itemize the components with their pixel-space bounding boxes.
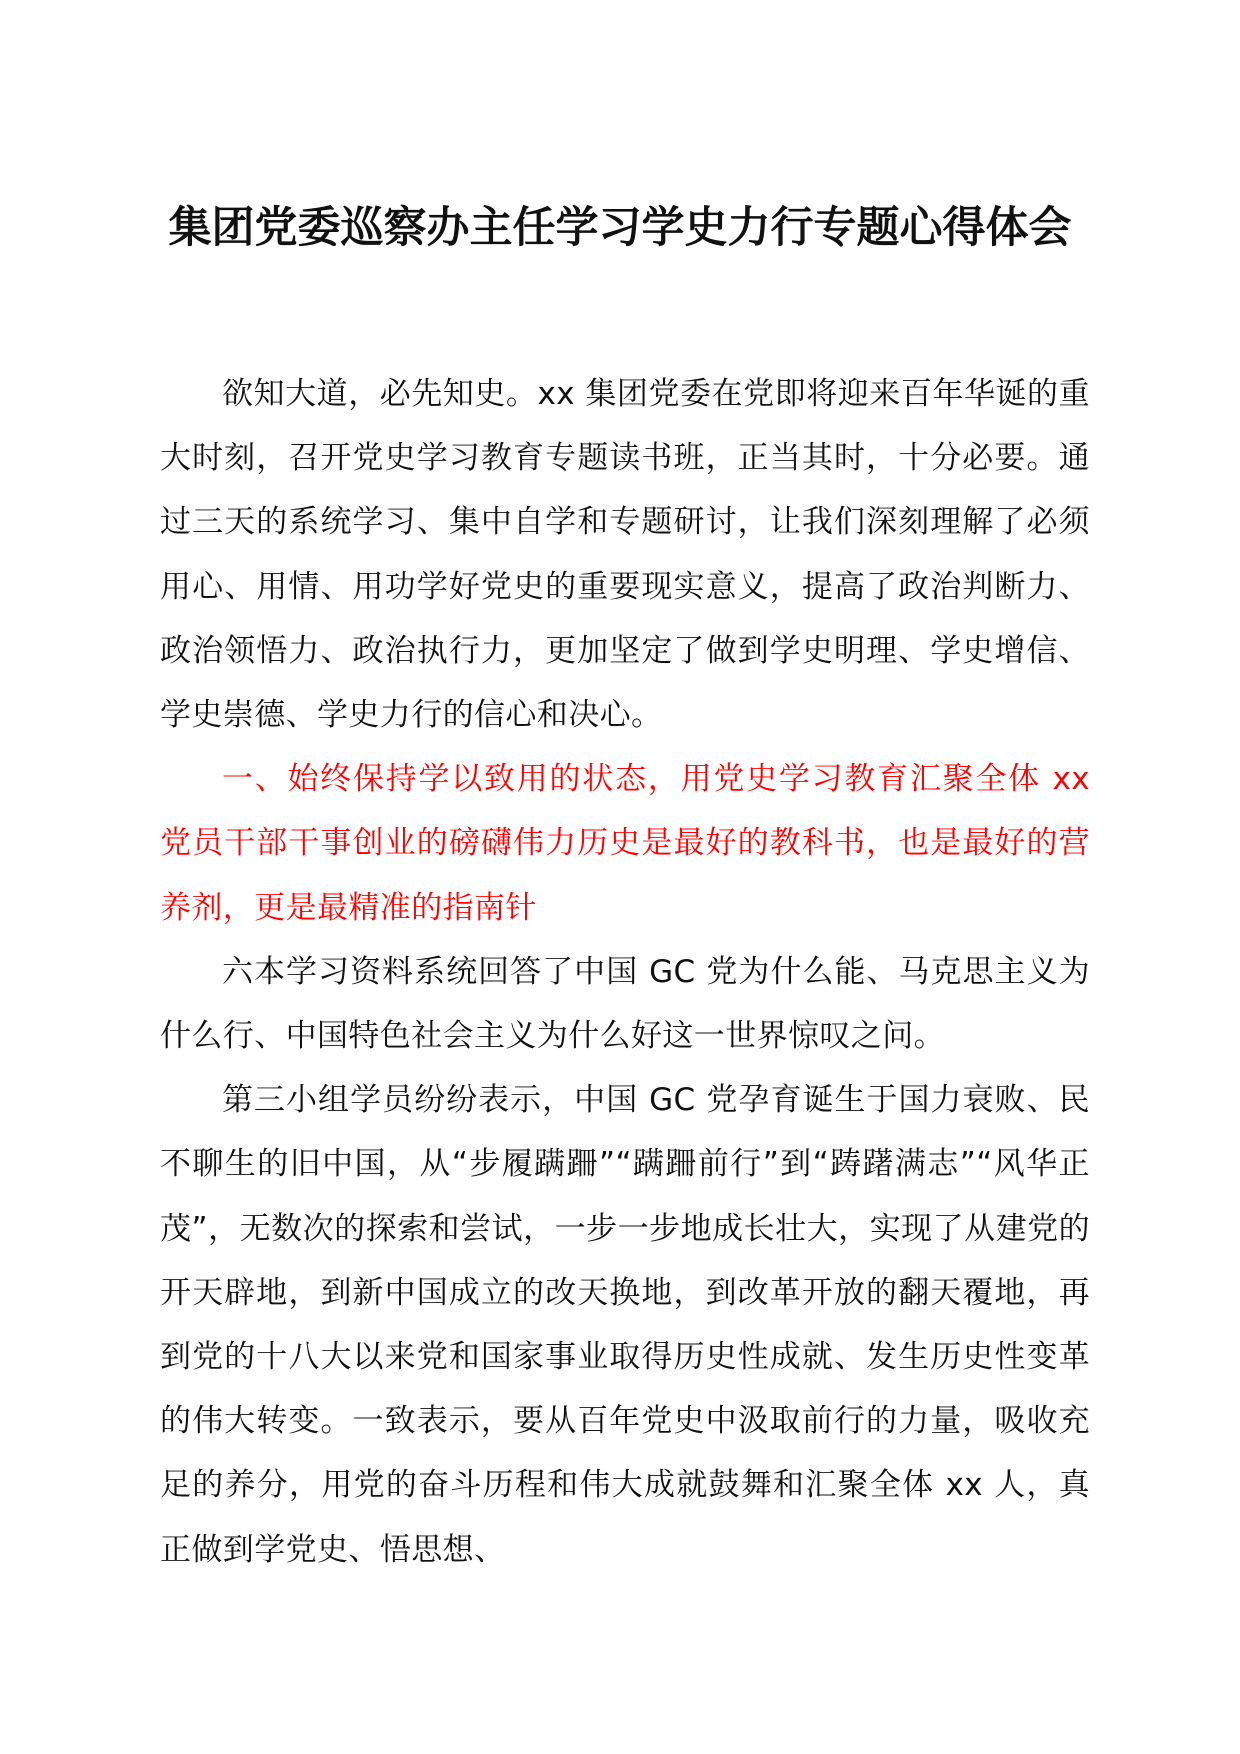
document-body [160, 362, 1090, 1582]
section-heading-1: 一、始终保持学以致用的状态，用党史学习教育汇聚全体 xx 党员干部干事创业的磅礴伟力历史是最好的教科书，也是最好的营养剂，更是最精准的指南针 [160, 761, 1090, 926]
document-title: 集团党委巡察办主任学习学史力行专题心得体会 [168, 203, 1072, 253]
paragraph-group-three: 第三小组学员纷纷表示，中国 GC 党孕育诞生于国力衰败、民不聊生的旧中国，从“步履蹒跚”“蹒跚前行”到“踌躇满志”“风华正茂”，无数次的探索和尝试，一步一步地成长壮大，实现了从建党的开天辟地，到新中国成立的改天换地，到改革开放的翻天覆地，再到党的十八大以来党和国家事业取得历史性成就、发生历史性变革的伟大转变。一致表示，要从百年党史中汲取前行的力量，吸收充足的养分，用党的奋斗历程和伟大成就鼓舞和汇聚全体 xx 人，真正做到学党史、悟思想、 [160, 1082, 1090, 1568]
paragraph-intro: 欲知大道，必先知史。xx 集团党委在党即将迎来百年华诞的重大时刻，召开党史学习教育专题读书班，正当其时，十分必要。通过三天的系统学习、集中自学和专题研讨，让我们深刻理解了必须用心、用情、用功学好党史的重要现实意义，提高了政治判断力、政治领悟力、政治执行力，更加坚定了做到学史明理、学史增信、学史崇德、学史力行的信心和决心。 [160, 376, 1090, 734]
paragraph-study-materials: 六本学习资料系统回答了中国 GC 党为什么能、马克思主义为什么行、中国特色社会主义为什么好这一世界惊叹之问。 [160, 953, 1090, 1055]
